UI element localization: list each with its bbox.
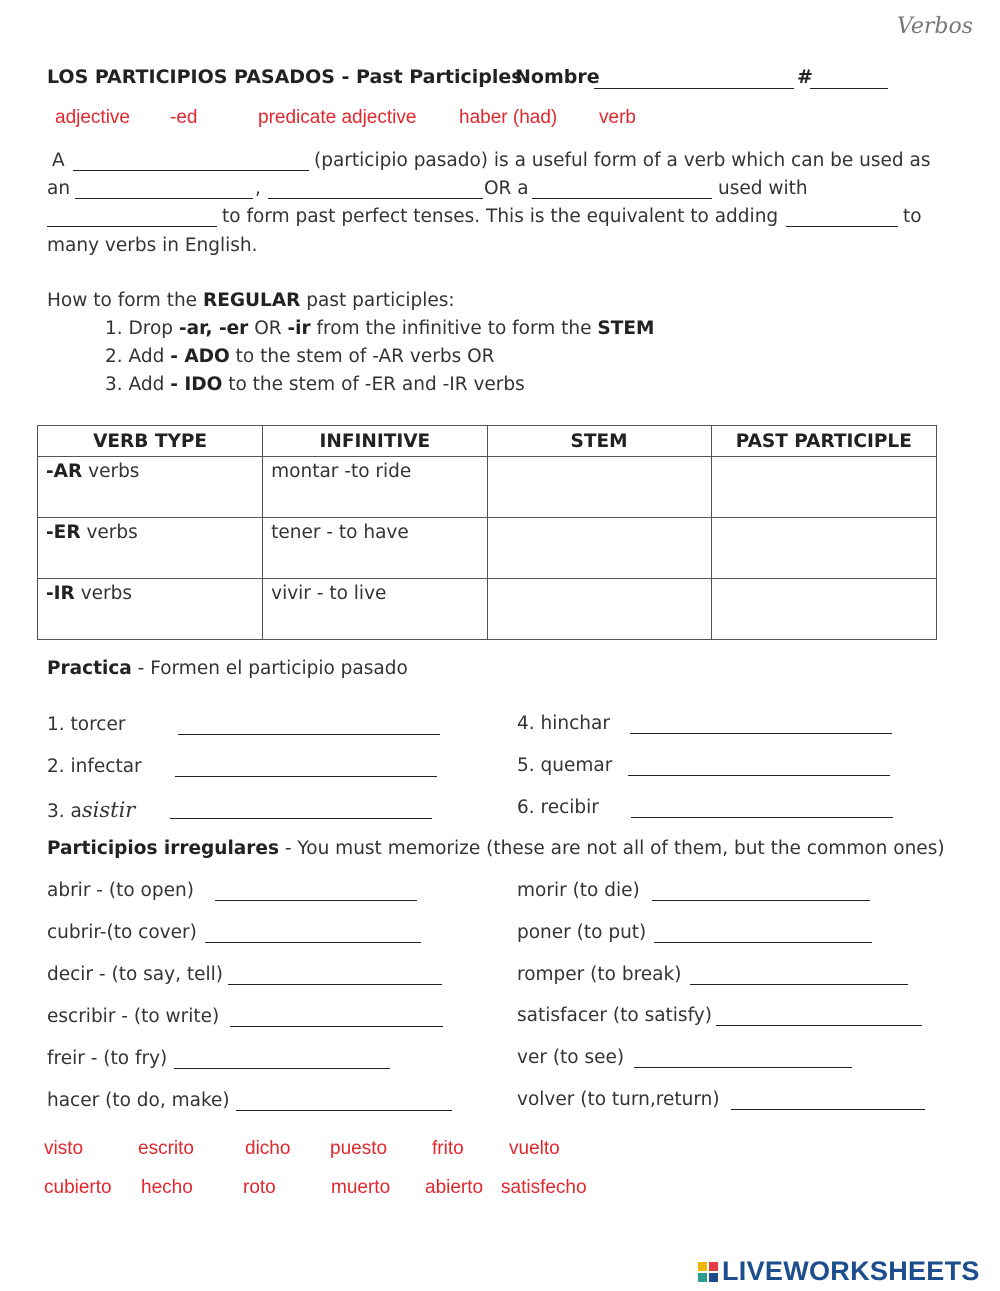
intro-text: , (255, 178, 261, 199)
practice-item: 2. infectar (47, 756, 142, 777)
word-bank-item[interactable]: escrito (138, 1138, 194, 1159)
answer-blank[interactable] (786, 226, 898, 227)
irregular-item: decir - (to say, tell) (47, 964, 223, 985)
word-bank-item[interactable]: abierto (425, 1177, 484, 1198)
name-blank[interactable] (594, 88, 794, 89)
answer-blank[interactable] (654, 942, 872, 943)
word-bank-item[interactable]: dicho (245, 1138, 291, 1159)
word-bank-item[interactable]: haber (had) (459, 107, 558, 128)
verb-table (37, 425, 937, 640)
word-bank-item[interactable]: -ed (170, 107, 198, 128)
irregulars-heading: Participios irregulares - You must memorize (these are not all of them, but the common ones) (47, 838, 945, 859)
irregular-item: cubrir-(to cover) (47, 922, 197, 943)
answer-blank[interactable] (634, 1067, 852, 1068)
answer-blank[interactable] (175, 776, 437, 777)
rule-3: 3. Add - IDO to the stem of -ER and -IR verbs (105, 374, 525, 395)
irregular-item: hacer (to do, make) (47, 1090, 230, 1111)
answer-blank[interactable] (174, 1068, 390, 1069)
word-bank-item[interactable]: muerto (331, 1177, 391, 1198)
logo-icon (698, 1262, 718, 1282)
table-row (38, 518, 937, 579)
verb-type-cell: -IR verbs (38, 579, 263, 640)
table-header: PAST PARTICIPLE (711, 426, 936, 457)
stem-cell[interactable] (487, 579, 711, 640)
answer-blank[interactable] (532, 198, 712, 199)
answer-blank[interactable] (205, 942, 421, 943)
irregular-item: escribir - (to write) (47, 1006, 220, 1027)
table-header: INFINITIVE (263, 426, 487, 457)
word-bank-item[interactable]: satisfecho (501, 1177, 587, 1198)
answer-blank[interactable] (178, 734, 440, 735)
number-blank[interactable] (810, 88, 888, 89)
practice-item: 4. hinchar (517, 713, 610, 734)
answer-blank[interactable] (652, 900, 870, 901)
page-title: LOS PARTICIPIOS PASADOS - Past Participles (47, 66, 523, 88)
logo-text: LIVEWORKSHEETS (722, 1256, 980, 1286)
practice-item: 6. recibir (517, 797, 599, 818)
intro-text: used with (718, 178, 808, 199)
answer-blank[interactable] (236, 1110, 452, 1111)
answer-blank[interactable] (268, 198, 483, 199)
past-participle-cell[interactable] (711, 579, 936, 640)
word-bank-item[interactable]: puesto (330, 1138, 388, 1159)
stem-cell[interactable] (487, 457, 711, 518)
verb-type-cell: -AR verbs (38, 457, 263, 518)
answer-blank[interactable] (628, 775, 890, 776)
practice-heading: Practica - Formen el participio pasado (47, 658, 408, 679)
answer-blank[interactable] (230, 1026, 443, 1027)
word-bank-item[interactable]: vuelto (509, 1138, 560, 1159)
intro-text: (participio pasado) is a useful form of a verb which can be used as (314, 150, 931, 171)
word-bank-item[interactable]: cubierto (44, 1177, 112, 1198)
table-row (38, 457, 937, 518)
word-bank-item[interactable]: verb (599, 107, 636, 128)
name-label: Nombre (515, 66, 600, 88)
table-row (38, 579, 937, 640)
answer-blank[interactable] (716, 1025, 922, 1026)
word-bank-item[interactable]: frito (432, 1138, 464, 1159)
word-bank-item[interactable]: predicate adjective (258, 107, 417, 128)
past-participle-cell[interactable] (711, 457, 936, 518)
word-bank-item[interactable]: roto (243, 1177, 276, 1198)
irregular-item: volver (to turn,return) (517, 1089, 720, 1110)
answer-blank[interactable] (215, 900, 417, 901)
handwritten-note: Verbos (897, 14, 974, 39)
intro-text: to form past perfect tenses. This is the equivalent to adding (222, 206, 779, 227)
answer-blank[interactable] (631, 817, 893, 818)
practice-item: 1. torcer (47, 714, 126, 735)
rule-2: 2. Add - ADO to the stem of -AR verbs OR (105, 346, 495, 367)
irregular-item: romper (to break) (517, 964, 682, 985)
intro-text: OR a (484, 178, 529, 199)
irregular-item: morir (to die) (517, 880, 640, 901)
answer-blank[interactable] (75, 198, 253, 199)
irregular-item: ver (to see) (517, 1047, 625, 1068)
intro-text: an (47, 178, 71, 199)
answer-blank[interactable] (47, 226, 217, 227)
irregular-item: poner (to put) (517, 922, 647, 943)
answer-blank[interactable] (170, 818, 432, 819)
past-participle-cell[interactable] (711, 518, 936, 579)
number-label: # (797, 66, 813, 88)
irregular-item: freir - (to fry) (47, 1048, 168, 1069)
infinitive-cell: montar -to ride (263, 457, 487, 518)
infinitive-cell: tener - to have (263, 518, 487, 579)
table-header: VERB TYPE (38, 426, 263, 457)
table-header: STEM (487, 426, 711, 457)
word-bank-item[interactable]: hecho (141, 1177, 193, 1198)
practice-item: 5. quemar (517, 755, 613, 776)
intro-text: to (903, 206, 922, 227)
answer-blank[interactable] (690, 984, 908, 985)
rules-heading: How to form the REGULAR past participles: (47, 290, 455, 311)
intro-text: many verbs in English. (47, 235, 258, 256)
word-bank-item[interactable]: adjective (55, 107, 130, 128)
word-bank-item[interactable]: visto (44, 1138, 84, 1159)
irregular-item: abrir - (to open) (47, 880, 194, 901)
infinitive-cell: vivir - to live (263, 579, 487, 640)
answer-blank[interactable] (731, 1109, 925, 1110)
liveworksheets-logo (698, 1256, 980, 1287)
answer-blank[interactable] (73, 170, 309, 171)
stem-cell[interactable] (487, 518, 711, 579)
answer-blank[interactable] (630, 733, 892, 734)
intro-text: A (52, 150, 65, 171)
irregular-item: satisfacer (to satisfy) (517, 1005, 712, 1026)
answer-blank[interactable] (228, 984, 442, 985)
verb-type-cell: -ER verbs (38, 518, 263, 579)
practice-item: 3. asistir (47, 798, 136, 822)
rule-1: 1. Drop -ar, -er OR -ir from the infinitive to form the STEM (105, 318, 655, 339)
